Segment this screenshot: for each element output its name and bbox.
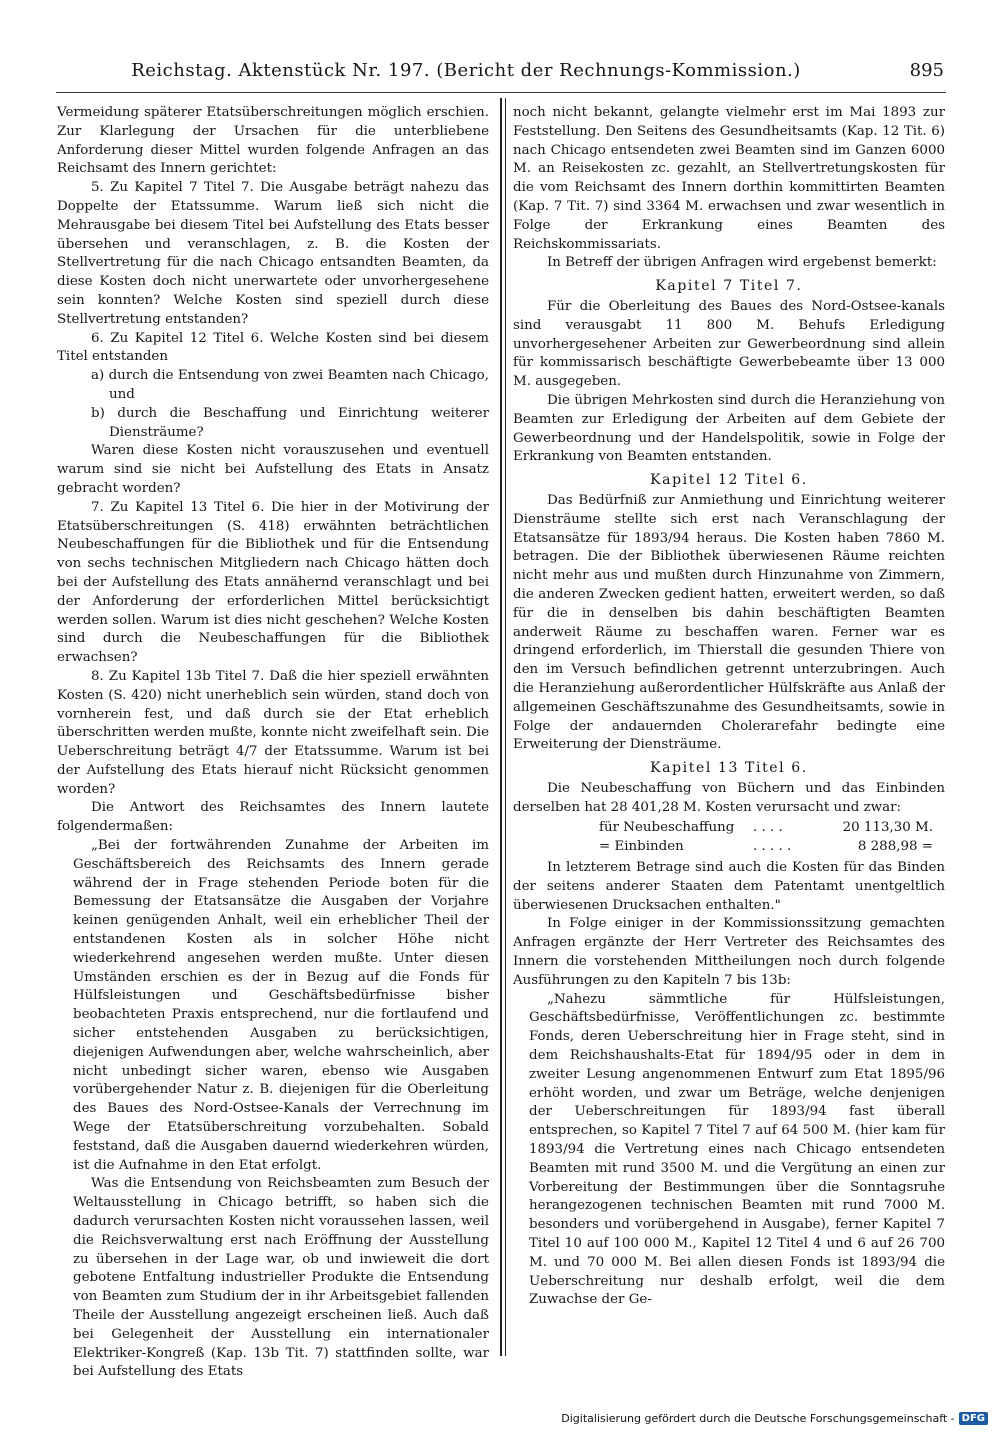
question-6: 6. Zu Kapitel 12 Titel 6. Welche Kosten sind bei diesem Titel entstanden bbox=[57, 330, 489, 365]
table-amount: 8 288,98 = bbox=[857, 839, 933, 855]
table-row bbox=[513, 838, 945, 857]
table-row bbox=[513, 819, 945, 838]
page-number: 895 bbox=[909, 60, 944, 81]
quoted-answer: „Bei der fortwährenden Zunahme der Arbeiten im Geschäftsbereich des Reichsamts des Innern gerade während der in Frage stehenden Periode boten für die Bemessung der Etatsansätze die Ausgaben der Vorjahre keinen genügenden Anhalt, weil ein erheblicher Theil der entstandenen Kosten als in solcher Höhe nicht wiederkehrend angesehen werden mußte. Unter diesen Umständen erschien es der in Bezug auf die Fonds für Hülfsleistungen und Geschäftsbedürfnisse bisher beobachteten Praxis entsprechend, nur die fortlaufend und sicher entstehenden Ausgaben zu berücksichtigen, diejenigen Aufwendungen aber, welche wahrscheinlich, aber nicht unbedingt sicher waren, ebenso wie Ausgaben vorübergehender Natur z. B. diejenigen für die Oberleitung des Baues des Nord-Ostsee-Kanals der Verrechnung im Wege der Etatsüberschreitung vorzubehalten. Sobald feststand, daß die Ausgaben dauernd wiederkehren würden, ist die Aufnahme in den Etat erfolgt. bbox=[73, 838, 489, 1173]
column-divider bbox=[500, 98, 502, 1356]
section-heading: Kapitel 7 Titel 7. bbox=[655, 278, 803, 295]
paragraph: In letzterem Betrage sind auch die Kosten für das Binden der seitens anderer Staaten dem Patentamt unentgeltlich überwiesenen Drucksachen enthalten." bbox=[513, 860, 945, 913]
question-8: 8. Zu Kapitel 13b Titel 7. Daß die hier speziell erwähnten Kosten (S. 420) nicht unerheblich sein würden, stand doch von vornherein fest, und daß durch sie der Etat erheblich überschritten werden mußte, konnte nicht zweifelhaft sein. Die Ueberschreitung beträgt 4/7 der Etatssumme. Warum ist bei der Aufstellung des Etats hierauf nicht Rücksicht genommen worden? bbox=[57, 668, 489, 797]
section-heading: Kapitel 12 Titel 6. bbox=[650, 472, 808, 489]
paragraph: Die Neubeschaffung von Büchern und das Einbinden derselben hat 28 401,28 M. Kosten verursacht und zwar: bbox=[513, 780, 945, 815]
quoted-answer: „Nahezu sämmtliche für Hülfsleistungen, Geschäftsbedürfnisse, Veröffentlichungen zc. bestimmte Fonds, deren Ueberschreitung hier in Frage steht, sind in dem Reichshaushalts-Etat für 1894/95 oder in dem in zweiter Lesung angenommenen Entwurf zum Etat 1895/96 erhöht worden, und zwar um Beträge, welche denjenigen der Ueberschreitungen für 1893/94 fast überall entsprechen, so Kapitel 7 Titel 7 auf 64 500 M. (hier kam für 1893/94 die Vertretung eines nach Chicago entsendeten Beamten mit rund 3500 M. und die Vergütung an einen zur Vorbereitung der Bestimmungen über die Sonntagsruhe herangezogenen technischen Beamten mit rund 7000 M. besonders und vorübergehend in Ausgabe), ferner Kapitel 7 Titel 10 auf 100 000 M., Kapitel 12 Titel 4 und 6 auf 26 700 M. und 70 000 M. Bei allen diesen Fonds ist 1893/94 die Ueberschreitung nur deshalb erfolgt, weil die dem Zuwachse der Ge- bbox=[529, 991, 945, 1308]
dfg-logo: DFG bbox=[959, 1412, 988, 1425]
table-label: für Neubeschaffung bbox=[599, 820, 735, 836]
table-dots: . . . . . bbox=[753, 839, 792, 855]
table-dots: . . . . bbox=[753, 820, 783, 836]
paragraph: Waren diese Kosten nicht vorauszusehen und eventuell warum sind sie nicht bei Aufstellung des Etats in Ansatz gebracht worden? bbox=[57, 443, 489, 496]
question-7: 7. Zu Kapitel 13 Titel 6. Die hier in der Motivirung der Etatsüberschreitungen (S. 418) erwähnten beträchtlichen Neubeschaffungen für die Bibliothek und für die Entsendung von sechs technischen Mitgliedern nach Chicago hätten doch bei der Aufstellung des Etats annähernd veranschlagt und bei der Anforderung der erforderlichen Mittel berücksichtigt werden sollen. Warum ist dies nicht geschehen? Welche Kosten sind durch die Neubeschaffungen für die Bibliothek erwachsen? bbox=[57, 499, 489, 666]
quoted-answer: Was die Entsendung von Reichsbeamten zum Besuch der Weltausstellung in Chicago betrifft, so haben sich die dadurch verursachten Kosten nicht voraussehen lassen, weil die Reichsverwaltung erst nach Eröffnung der Ausstellung zu übersehen in der Lage war, ob und inwieweit die dort gebotene Entfaltung industrieller Produkte die Entsendung von Beamten zum Studium der in ihr Arbeitsgebiet fallenden Theile der Ausstellung angezeigt erscheinen ließ. Auch daß bei Gelegenheit der Ausstellung ein internationaler Elektriker-Kongreß (Kap. 13b Tit. 7) stattfinden sollte, war bei Aufstellung des Etats bbox=[73, 1176, 489, 1380]
section-heading: Kapitel 13 Titel 6. bbox=[650, 760, 808, 777]
header-title: Reichstag. Aktenstück Nr. 197. (Bericht der Rechnungs-Kommission.) bbox=[131, 60, 801, 81]
right-column bbox=[513, 104, 945, 1364]
footer-text: Digitalisierung gefördert durch die Deutsche Forschungsgemeinschaft - bbox=[561, 1412, 955, 1425]
paragraph: noch nicht bekannt, gelangte vielmehr erst im Mai 1893 zur Feststellung. Den Seitens des Gesundheitsamts (Kap. 12 Tit. 6) nach Chicago entsendeten zwei Beamten sind im Ganzen 6000 M. an Reisekosten zc. gezahlt, an Stellvertretungskosten für die vom Reichsamt des Innern dorthin kommittirten Beamten (Kap. 7 Tit. 7) sind 3364 M. erwachsen und zwar wesentlich in Folge der Erkrankung eines Beamten des Reichskommissariats. bbox=[513, 105, 945, 252]
paragraph: In Folge einiger in der Kommissionssitzung gemachten Anfragen ergänzte der Herr Vertreter des Reichsamtes des Innern die vorstehenden Mittheilungen noch durch folgende Ausführungen zu den Kapiteln 7 bis 13b: bbox=[513, 916, 945, 988]
question-6a: a) durch die Entsendung von zwei Beamten nach Chicago, und bbox=[91, 368, 489, 402]
paragraph: Für die Oberleitung des Baues des Nord-Ostsee-kanals sind verausgabt 11 800 M. Behufs Erledigung unvorhergesehener Arbeiten zur Gewerbeordnung sind allein für kommissarisch beschäftigte Gewerbebeamte über 13 000 M. ausgegeben. bbox=[513, 298, 945, 390]
column-divider-inner bbox=[505, 98, 506, 1356]
page-header bbox=[56, 60, 944, 88]
cost-table bbox=[513, 819, 945, 857]
paragraph: Vermeidung späterer Etatsüberschreitungen möglich erschien. Zur Klarlegung der Ursachen für die unterbliebene Anforderung dieser Mittel wurden folgende Anfragen an das Reichsamt des Innern gerichtet: bbox=[57, 105, 489, 177]
left-column bbox=[57, 104, 489, 1380]
paragraph: Das Bedürfniß zur Anmiethung und Einrichtung weiterer Diensträume stellte sich erst nach Veranschlagung der Etatsansätze für 1893/94 heraus. Die Kosten haben 7860 M. betragen. Die der Bibliothek überwiesenen Räume reichten nicht mehr aus und mußten durch Hinzunahme von Zimmern, die anderen Zwecken gedient hatten, erweitert werden, so daß für die in denselben bis dahin beschäftigten Beamten anderweit Räume zu beschaffen waren. Ferner war es dringend erforderlich, im Thierstall die gesunden Thiere von den im Versuch befindlichen getrennt unterzubringen. Auch die Heranziehung außerordentlicher Hülfskräfte aus Anlaß der allgemeinen Geschäftszunahme des Gesundheitsamts, sowie in Folge der andauernden Cholerагefahr bedingte eine Erweiterung der Diensträume. bbox=[513, 492, 945, 753]
table-label: = Einbinden bbox=[599, 839, 684, 855]
question-6b: b) durch die Beschaffung und Einrichtung weiterer Diensträume? bbox=[91, 405, 489, 440]
question-5: 5. Zu Kapitel 7 Titel 7. Die Ausgabe beträgt nahezu das Doppelte der Etatssumme. Warum ließ sich nicht die Mehrausgabe bei diesem Titel bei Aufstellung des Etats besser übersehen und veranschlagen, z. B. die Kosten der Stellvertretung für die nach Chicago entsandten Beamten, da diese Kosten doch nicht unerwartete oder unvorhergesehene sein konnten? Welche Kosten sind speziell durch diese Stellvertretung entstanden? bbox=[57, 180, 489, 327]
paragraph: Die Antwort des Reichsamtes des Innern lautete folgendermaßen: bbox=[57, 800, 489, 835]
table-amount: 20 113,30 M. bbox=[842, 820, 933, 836]
paragraph: Die übrigen Mehrkosten sind durch die Heranziehung von Beamten zur Erledigung der Arbeiten auf dem Gebiete der Gewerbeordnung und der Handelspolitik, sowie in Folge der Erkrankung von Beamten entstanden. bbox=[513, 392, 945, 465]
header-rule bbox=[56, 92, 946, 93]
page-footer bbox=[561, 1412, 988, 1425]
paragraph: In Betreff der übrigen Anfragen wird ergebenst bemerkt: bbox=[547, 255, 937, 271]
